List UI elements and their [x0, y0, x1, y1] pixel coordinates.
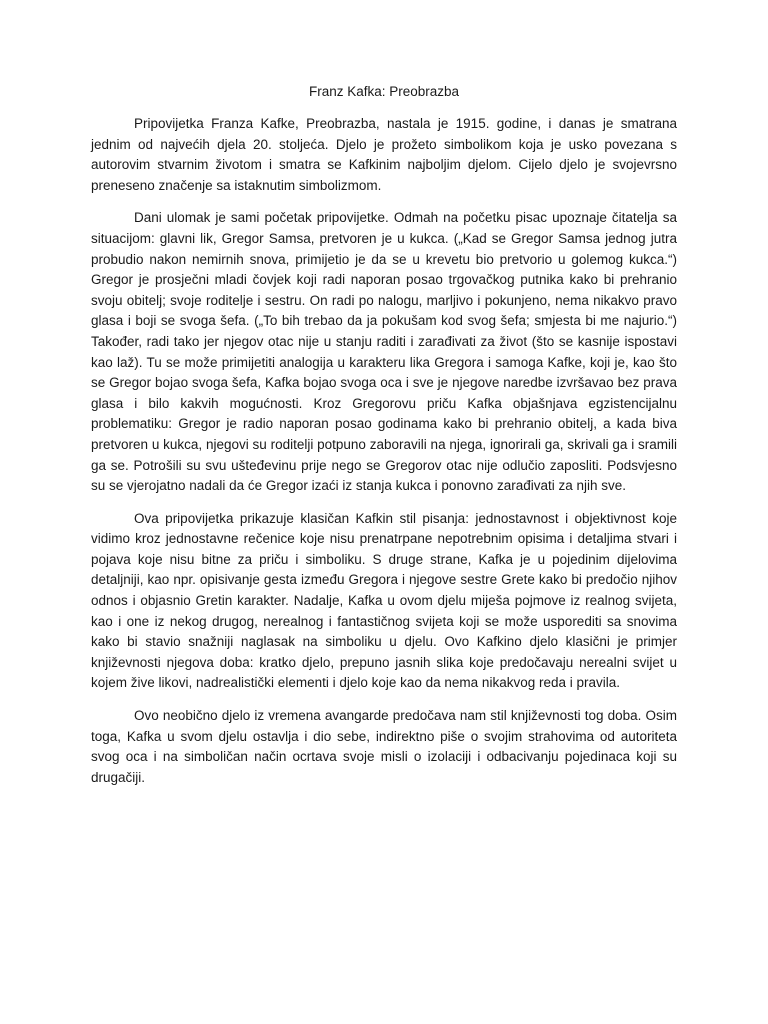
paragraph-style: Ova pripovijetka prikazuje klasičan Kafkin stil pisanja: jednostavnost i objektivnost koje vidimo kroz jednostavne rečenice koje nisu prenatrpane nepotrebnim opisima i detaljima stvari i pojava koje nisu bitne za priču i simboliku. S druge strane, Kafka je u pojedinim dijelovima detaljniji, kao npr. opisivanje gesta između Gregora i njegove sestre Grete kako bi predočio njihov odnos i objasnio Gretin karakter. Nadalje, Kafka u ovom djelu miješa pojmove iz realnog svijeta, kao i one iz nekog drugog, nerealnog i fantastičnog svijeta koji se može usporediti sa snovima kako bi stavio snažniji naglasak na simboliku u djelu. Ovo Kafkino djelo klasični je primjer književnosti njegova doba: kratko djelo, prepuno jasnih slika koje predočavaju nerealni svijet u kojem žive likovi, nadrealistički elementi i djelo koje kao da nema nikakvog reda i pravila. — [91, 510, 677, 691]
document-title: Franz Kafka: Preobrazba — [308, 84, 460, 99]
paragraph-excerpt-analysis: Dani ulomak je sami početak pripovijetke. Odmah na početku pisac upoznaje čitatelja sa situacijom: glavni lik, Gregor Samsa, pretvoren je u kukca. („Kad se Gregor Samsa jednog jutra probudio nakon nemirnih snova, primijetio je da se u krevetu bio pretvorio u golemog kukca.“) Gregor je prosječni mladi čovjek koji radi naporan posao trgovačkog putnika kako bi prehranio svoju obitelj; svoje roditelje i sestru. On radi po nalogu, marljivo i pokunjeno, nema nikakvo pravo glasa i boji se svoga šefa. („To bih trebao da ja pokušam kod svog šefa; smjesta bi me najurio.“) Također, radi tako jer njegov otac nije u stanju raditi i zarađivati za život (što se kasnije ispostavi kao laž). Tu se može primijetiti analogija u karakteru lika Gregora i samoga Kafke, koji je, kao što se Gregor bojao svoga šefa, Kafka bojao svoga oca i sve je njegove naredbe izvršavao bez prava glasa i bilo kakvih mogućnosti. Kroz Gregorovu priču Kafka objašnjava egzistencijalnu problematiku: Gregor je radio naporan posao godinama kako bi prehranio obitelj, a kada biva pretvoren u kukca, njegovi su roditelji potpuno zaboravili na njega, ignorirali ga, skrivali ga i sramili ga se. Potrošili su svu ušteđevinu prije nego se Gregorov otac nije odlučio zaposliti. Podsvjesno su se vjerojatno nadali da će Gregor izaći iz stanja kukca i ponovno zarađivati za njih sve. — [91, 210, 677, 494]
document-page — [91, 82, 677, 800]
paragraph-conclusion: Ovo neobično djelo iz vremena avangarde predočava nam stil književnosti tog doba. Osim toga, Kafka u svom djelu ostavlja i dio sebe, indirektno piše o svojim strahovima od autoriteta svog oca i na simboličan način ocrtava svoje misli o izolaciji i odbacivanju pojedinaca koji su drugačiji. — [91, 708, 677, 785]
paragraph-intro: Pripovijetka Franza Kafke, Preobrazba, nastala je 1915. godine, i danas je smatrana jednim od najvećih djela 20. stoljeća. Djelo je prožeto simbolikom koja je usko povezana s autorovim stvarnim životom i smatra se Kafkinim najboljim djelom. Cijelo djelo je svojevrsno preneseno značenje sa istaknutim simbolizmom. — [91, 116, 677, 193]
